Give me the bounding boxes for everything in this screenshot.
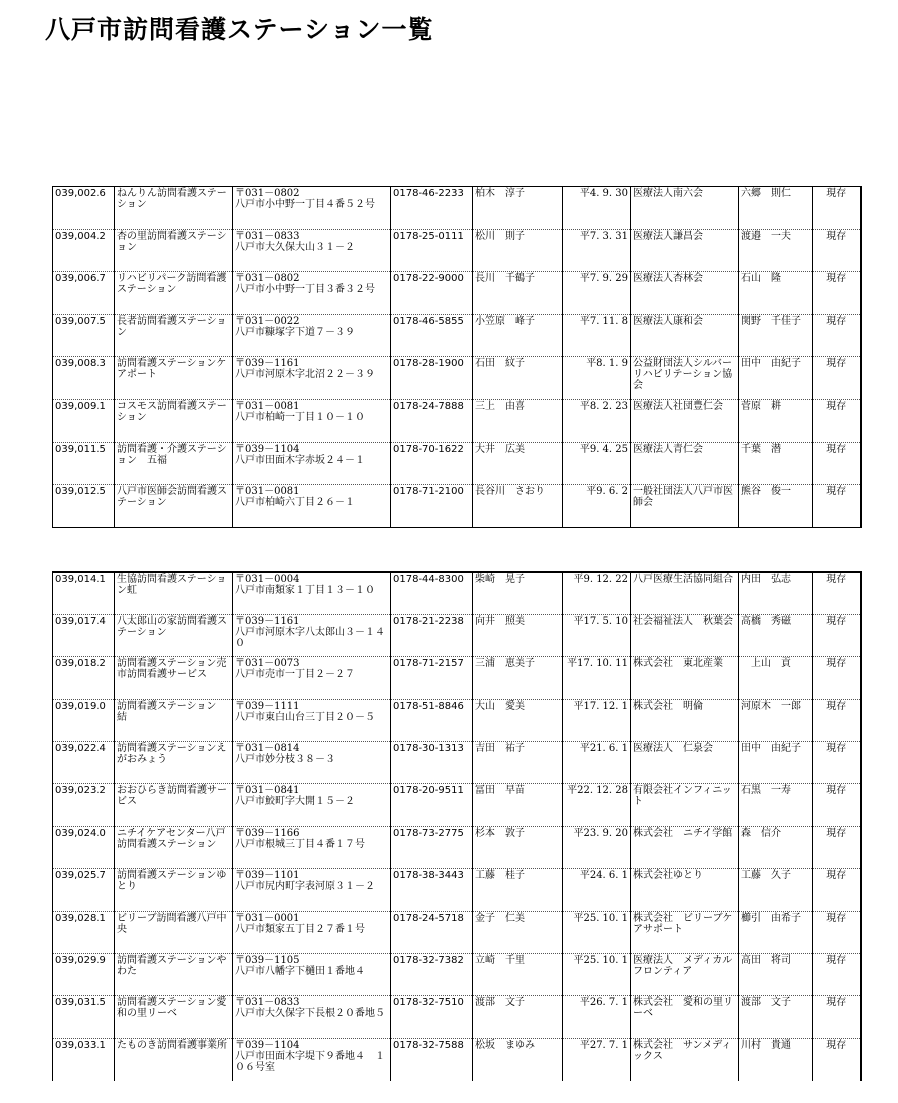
station-name: 生協訪問看護ステーション虹 xyxy=(115,572,233,614)
station-address-cell xyxy=(233,784,391,826)
operator-corporation: 株式会社 愛和の里リーベ xyxy=(631,996,739,1038)
manager-name: 金子 仁美 xyxy=(473,911,563,953)
operator-corporation: 一般社団法人八戸市医師会 xyxy=(631,485,739,528)
representative-name: 渡部 文子 xyxy=(739,996,813,1038)
postal-code: 〒031－0004 xyxy=(235,574,300,585)
address: 八戸市田面木字赤坂２４－１ xyxy=(235,454,365,466)
operator-corporation: 株式会社 明倫 xyxy=(631,699,739,741)
manager-name: 三上 由喜 xyxy=(473,399,563,442)
station-address-cell xyxy=(233,485,391,528)
station-name: 長者訪問看護ステーション xyxy=(115,314,233,357)
status-label: 現存 xyxy=(813,572,861,614)
address: 八戸市妙分枝３８－３ xyxy=(235,754,335,766)
operator-corporation: 医療法人南六会 xyxy=(631,187,739,230)
station-code: 039,018.2 xyxy=(53,657,115,699)
designation-date: 平8. 2. 23 xyxy=(563,399,631,442)
postal-code: 〒039－1105 xyxy=(235,955,300,967)
table-row xyxy=(53,869,861,911)
designation-date: 平7. 11. 8 xyxy=(563,314,631,357)
designation-date: 平8. 1. 9 xyxy=(563,357,631,400)
representative-name: 高田 将司 xyxy=(739,954,813,996)
postal-code: 〒039－1161 xyxy=(235,615,300,627)
table-row xyxy=(53,572,861,614)
status-label: 現存 xyxy=(813,229,861,272)
status-label: 現存 xyxy=(813,442,861,485)
status-label: 現存 xyxy=(813,357,861,400)
designation-date: 平9. 6. 2 xyxy=(563,485,631,528)
representative-name: 森 信介 xyxy=(739,826,813,868)
station-name: 八太郎山の家訪問看護ステーション xyxy=(115,614,233,656)
station-table-1 xyxy=(52,186,862,528)
operator-corporation: 株式会社 サンメディックス xyxy=(631,1038,739,1080)
station-name: ねんりん訪問看護ステーション xyxy=(115,187,233,230)
designation-date: 平17. 12. 1 xyxy=(563,699,631,741)
station-code: 039,033.1 xyxy=(53,1038,115,1080)
address: 八戸市柏崎六丁目２６－１ xyxy=(235,497,355,509)
phone-number: 0178-20-9511 xyxy=(391,784,473,826)
phone-number: 0178-73-2775 xyxy=(391,826,473,868)
station-address-cell xyxy=(233,869,391,911)
table-row xyxy=(53,699,861,741)
designation-date: 平23. 9. 20 xyxy=(563,826,631,868)
operator-corporation: 医療法人康和会 xyxy=(631,314,739,357)
manager-name: 三浦 恵美子 xyxy=(473,657,563,699)
representative-name: 六郷 則仁 xyxy=(739,187,813,230)
manager-name: 柴崎 晃子 xyxy=(473,572,563,614)
manager-name: 工藤 桂子 xyxy=(473,869,563,911)
address: 八戸市大久保大山３１－２ xyxy=(235,241,355,253)
designation-date: 平17. 5. 10 xyxy=(563,614,631,656)
operator-corporation: 有限会社インフィニット xyxy=(631,784,739,826)
station-code: 039,017.4 xyxy=(53,614,115,656)
phone-number: 0178-46-5855 xyxy=(391,314,473,357)
address: 八戸市八幡字下樋田１番地４ xyxy=(235,966,365,978)
manager-name: 柏木 淳子 xyxy=(473,187,563,230)
station-name: 訪問看護ステーション 結 xyxy=(115,699,233,741)
station-name: 訪問看護ステーションゆとり xyxy=(115,869,233,911)
representative-name: 川村 貴通 xyxy=(739,1038,813,1080)
status-label: 現存 xyxy=(813,187,861,230)
postal-code: 〒031－0833 xyxy=(235,230,300,242)
station-code: 039,031.5 xyxy=(53,996,115,1038)
postal-code: 〒039－1161 xyxy=(235,358,300,370)
table-row xyxy=(53,399,861,442)
table-row xyxy=(53,314,861,357)
station-code: 039,029.9 xyxy=(53,954,115,996)
address: 八戸市大久保字下長根２０番地５ xyxy=(235,1008,385,1020)
phone-number: 0178-32-7382 xyxy=(391,954,473,996)
representative-name: 田中 由紀子 xyxy=(739,357,813,400)
phone-number: 0178-25-0111 xyxy=(391,229,473,272)
postal-code: 〒039－1101 xyxy=(235,870,300,882)
designation-date: 平9. 12. 22 xyxy=(563,572,631,614)
representative-name: 渡邉 一夫 xyxy=(739,229,813,272)
table-row xyxy=(53,187,861,230)
station-name: 訪問看護ステーション愛和の里リーベ xyxy=(115,996,233,1038)
station-address-cell xyxy=(233,911,391,953)
station-name: 八戸市医師会訪問看護ステーション xyxy=(115,485,233,528)
representative-name: 関野 千佳子 xyxy=(739,314,813,357)
operator-corporation: 医療法人青仁会 xyxy=(631,442,739,485)
designation-date: 平4. 9. 30 xyxy=(563,187,631,230)
station-table-2 xyxy=(52,571,862,1081)
station-name: おおひらき訪問看護サービス xyxy=(115,784,233,826)
phone-number: 0178-70-1622 xyxy=(391,442,473,485)
table-row xyxy=(53,442,861,485)
table-row xyxy=(53,1038,861,1080)
postal-code: 〒031－0081 xyxy=(235,486,300,498)
postal-code: 〒031－0081 xyxy=(235,400,300,412)
table-row xyxy=(53,784,861,826)
postal-code: 〒031－0841 xyxy=(235,785,300,797)
operator-corporation: 医療法人社団豊仁会 xyxy=(631,399,739,442)
phone-number: 0178-32-7588 xyxy=(391,1038,473,1080)
operator-corporation: 株式会社 ニチイ学館 xyxy=(631,826,739,868)
address: 八戸市柏崎一丁目１０－１０ xyxy=(235,411,365,423)
status-label: 現存 xyxy=(813,742,861,784)
phone-number: 0178-44-8300 xyxy=(391,572,473,614)
manager-name: 大井 広美 xyxy=(473,442,563,485)
phone-number: 0178-38-3443 xyxy=(391,869,473,911)
phone-number: 0178-46-2233 xyxy=(391,187,473,230)
table-row xyxy=(53,614,861,656)
table-row xyxy=(53,954,861,996)
designation-date: 平25. 10. 1 xyxy=(563,911,631,953)
status-label: 現存 xyxy=(813,614,861,656)
phone-number: 0178-21-2238 xyxy=(391,614,473,656)
station-code: 039,009.1 xyxy=(53,399,115,442)
manager-name: 小笠原 峰子 xyxy=(473,314,563,357)
operator-corporation: 医療法人杏林会 xyxy=(631,272,739,315)
address: 八戸市南類家１丁目１３－１０ xyxy=(235,585,375,596)
designation-date: 平25. 10. 1 xyxy=(563,954,631,996)
station-address-cell xyxy=(233,442,391,485)
station-address-cell xyxy=(233,187,391,230)
station-address-cell xyxy=(233,699,391,741)
station-address-cell xyxy=(233,742,391,784)
status-label: 現存 xyxy=(813,869,861,911)
station-code: 039,025.7 xyxy=(53,869,115,911)
postal-code: 〒031－0814 xyxy=(235,743,300,755)
postal-code: 〒031－0073 xyxy=(235,658,300,670)
status-label: 現存 xyxy=(813,314,861,357)
representative-name: 菅原 耕 xyxy=(739,399,813,442)
station-address-cell xyxy=(233,1038,391,1080)
postal-code: 〒031－0001 xyxy=(235,912,300,924)
representative-name: 石黒 一寿 xyxy=(739,784,813,826)
representative-name: 河原木 一郎 xyxy=(739,699,813,741)
manager-name: 立崎 千里 xyxy=(473,954,563,996)
address: 八戸市東白山台三丁目２０－５ xyxy=(235,711,375,723)
representative-name: 熊谷 俊一 xyxy=(739,485,813,528)
designation-date: 平17. 10. 11 xyxy=(563,657,631,699)
station-name: 訪問看護ステーションケアポート xyxy=(115,357,233,400)
designation-date: 平9. 4. 25 xyxy=(563,442,631,485)
representative-name: 石山 隆 xyxy=(739,272,813,315)
status-label: 現存 xyxy=(813,784,861,826)
station-code: 039,008.3 xyxy=(53,357,115,400)
station-name: 訪問看護・介護ステーション 五福 xyxy=(115,442,233,485)
station-address-cell xyxy=(233,272,391,315)
representative-name: 千葉 潜 xyxy=(739,442,813,485)
postal-code: 〒031－0802 xyxy=(235,188,300,199)
phone-number: 0178-24-7888 xyxy=(391,399,473,442)
postal-code: 〒031－0802 xyxy=(235,273,300,285)
status-label: 現存 xyxy=(813,911,861,953)
station-address-cell xyxy=(233,314,391,357)
manager-name: 渡部 文子 xyxy=(473,996,563,1038)
manager-name: 向井 照美 xyxy=(473,614,563,656)
address: 八戸市鮫町字大開１５－２ xyxy=(235,796,355,808)
operator-corporation: 医療法人 仁泉会 xyxy=(631,742,739,784)
representative-name: 田中 由紀子 xyxy=(739,742,813,784)
phone-number: 0178-30-1313 xyxy=(391,742,473,784)
manager-name: 杉本 敦子 xyxy=(473,826,563,868)
address: 八戸市売市一丁目２－２７ xyxy=(235,669,355,681)
operator-corporation: 公益財団法人シルバーリハビリテーション協会 xyxy=(631,357,739,400)
station-code: 039,014.1 xyxy=(53,572,115,614)
table-row xyxy=(53,911,861,953)
status-label: 現存 xyxy=(813,954,861,996)
station-code: 039,006.7 xyxy=(53,272,115,315)
representative-name: 櫛引 由希子 xyxy=(739,911,813,953)
manager-name: 松坂 まゆみ xyxy=(473,1038,563,1080)
station-name: リハビリパーク訪問看護ステーション xyxy=(115,272,233,315)
phone-number: 0178-71-2157 xyxy=(391,657,473,699)
manager-name: 冨田 早苗 xyxy=(473,784,563,826)
table-row xyxy=(53,826,861,868)
designation-date: 平26. 7. 1 xyxy=(563,996,631,1038)
manager-name: 吉田 祐子 xyxy=(473,742,563,784)
table-row xyxy=(53,996,861,1038)
station-name: ニチイケアセンター八戸 訪問看護ステーション xyxy=(115,826,233,868)
station-code: 039,023.2 xyxy=(53,784,115,826)
manager-name: 長谷川 さおり xyxy=(473,485,563,528)
station-name: たものき訪問看護事業所 xyxy=(115,1038,233,1080)
representative-name: 内田 弘志 xyxy=(739,572,813,614)
station-code: 039,011.5 xyxy=(53,442,115,485)
designation-date: 平27. 7. 1 xyxy=(563,1038,631,1080)
station-code: 039,024.0 xyxy=(53,826,115,868)
station-name: 杏の里訪問看護ステーション xyxy=(115,229,233,272)
station-address-cell xyxy=(233,399,391,442)
postal-code: 〒039－1166 xyxy=(235,827,300,839)
table-row xyxy=(53,657,861,699)
address: 八戸市糠塚字下道７－３９ xyxy=(235,326,355,338)
status-label: 現存 xyxy=(813,996,861,1038)
station-address-cell xyxy=(233,229,391,272)
operator-corporation: 社会福祉法人 秋葉会 xyxy=(631,614,739,656)
status-label: 現存 xyxy=(813,399,861,442)
station-name: 訪問看護ステーションやわた xyxy=(115,954,233,996)
designation-date: 平7. 3. 31 xyxy=(563,229,631,272)
status-label: 現存 xyxy=(813,657,861,699)
station-code: 039,007.5 xyxy=(53,314,115,357)
postal-code: 〒031－0022 xyxy=(235,315,300,327)
phone-number: 0178-32-7510 xyxy=(391,996,473,1038)
status-label: 現存 xyxy=(813,826,861,868)
station-code: 039,022.4 xyxy=(53,742,115,784)
status-label: 現存 xyxy=(813,1038,861,1080)
representative-name: 高橋 秀磁 xyxy=(739,614,813,656)
station-address-cell xyxy=(233,357,391,400)
station-address-cell xyxy=(233,614,391,656)
address: 八戸市河原木字北沼２２－３９ xyxy=(235,369,375,381)
phone-number: 0178-28-1900 xyxy=(391,357,473,400)
designation-date: 平24. 6. 1 xyxy=(563,869,631,911)
status-label: 現存 xyxy=(813,272,861,315)
station-address-cell xyxy=(233,657,391,699)
manager-name: 松川 則子 xyxy=(473,229,563,272)
designation-date: 平7. 9. 29 xyxy=(563,272,631,315)
station-name: コスモス訪問看護ステーション xyxy=(115,399,233,442)
station-code: 039,019.0 xyxy=(53,699,115,741)
designation-date: 平21. 6. 1 xyxy=(563,742,631,784)
postal-code: 〒031－0833 xyxy=(235,997,300,1009)
table-row xyxy=(53,357,861,400)
representative-name: 上山 貢 xyxy=(739,657,813,699)
station-name: 訪問看護ステーション売市訪問看護サービス xyxy=(115,657,233,699)
postal-code: 〒039－1104 xyxy=(235,1039,300,1051)
address: 八戸市小中野一丁目４番５２号 xyxy=(235,199,375,210)
phone-number: 0178-51-8846 xyxy=(391,699,473,741)
address: 八戸市尻内町字表河原３１－２ xyxy=(235,881,375,893)
address: 八戸市河原木字八太郎山３－１４０ xyxy=(235,626,385,649)
address: 八戸市類家五丁目２７番１号 xyxy=(235,923,365,935)
status-label: 現存 xyxy=(813,485,861,528)
designation-date: 平22. 12. 28 xyxy=(563,784,631,826)
address: 八戸市田面木字堤下９番地４ １０６号室 xyxy=(235,1050,385,1073)
table-row xyxy=(53,272,861,315)
table-row xyxy=(53,229,861,272)
status-label: 現存 xyxy=(813,699,861,741)
station-name: 訪問看護ステーションえがおみょう xyxy=(115,742,233,784)
station-name: ビリーブ訪問看護八戸中央 xyxy=(115,911,233,953)
station-address-cell xyxy=(233,572,391,614)
station-code: 039,012.5 xyxy=(53,485,115,528)
manager-name: 石田 紋子 xyxy=(473,357,563,400)
operator-corporation: 八戸医療生活協同組合 xyxy=(631,572,739,614)
operator-corporation: 株式会社 ビリーブケアサポート xyxy=(631,911,739,953)
address: 八戸市根城三丁目４番１７号 xyxy=(235,838,365,850)
station-address-cell xyxy=(233,826,391,868)
representative-name: 工藤 久子 xyxy=(739,869,813,911)
station-code: 039,028.1 xyxy=(53,911,115,953)
station-code: 039,002.6 xyxy=(53,187,115,230)
page-title: 八戸市訪問看護ステーション一覧 xyxy=(45,15,434,44)
postal-code: 〒039－1111 xyxy=(235,700,300,712)
table-row xyxy=(53,485,861,528)
address: 八戸市小中野一丁目３番３２号 xyxy=(235,284,375,296)
operator-corporation: 株式会社ゆとり xyxy=(631,869,739,911)
station-address-cell xyxy=(233,996,391,1038)
postal-code: 〒039－1104 xyxy=(235,443,300,455)
phone-number: 0178-22-9000 xyxy=(391,272,473,315)
manager-name: 大山 愛美 xyxy=(473,699,563,741)
operator-corporation: 医療法人 メディカルフロンティア xyxy=(631,954,739,996)
station-code: 039,004.2 xyxy=(53,229,115,272)
operator-corporation: 医療法人謙昌会 xyxy=(631,229,739,272)
station-address-cell xyxy=(233,954,391,996)
operator-corporation: 株式会社 東北産業 xyxy=(631,657,739,699)
table-row xyxy=(53,742,861,784)
phone-number: 0178-24-5718 xyxy=(391,911,473,953)
phone-number: 0178-71-2100 xyxy=(391,485,473,528)
manager-name: 長川 千鶴子 xyxy=(473,272,563,315)
